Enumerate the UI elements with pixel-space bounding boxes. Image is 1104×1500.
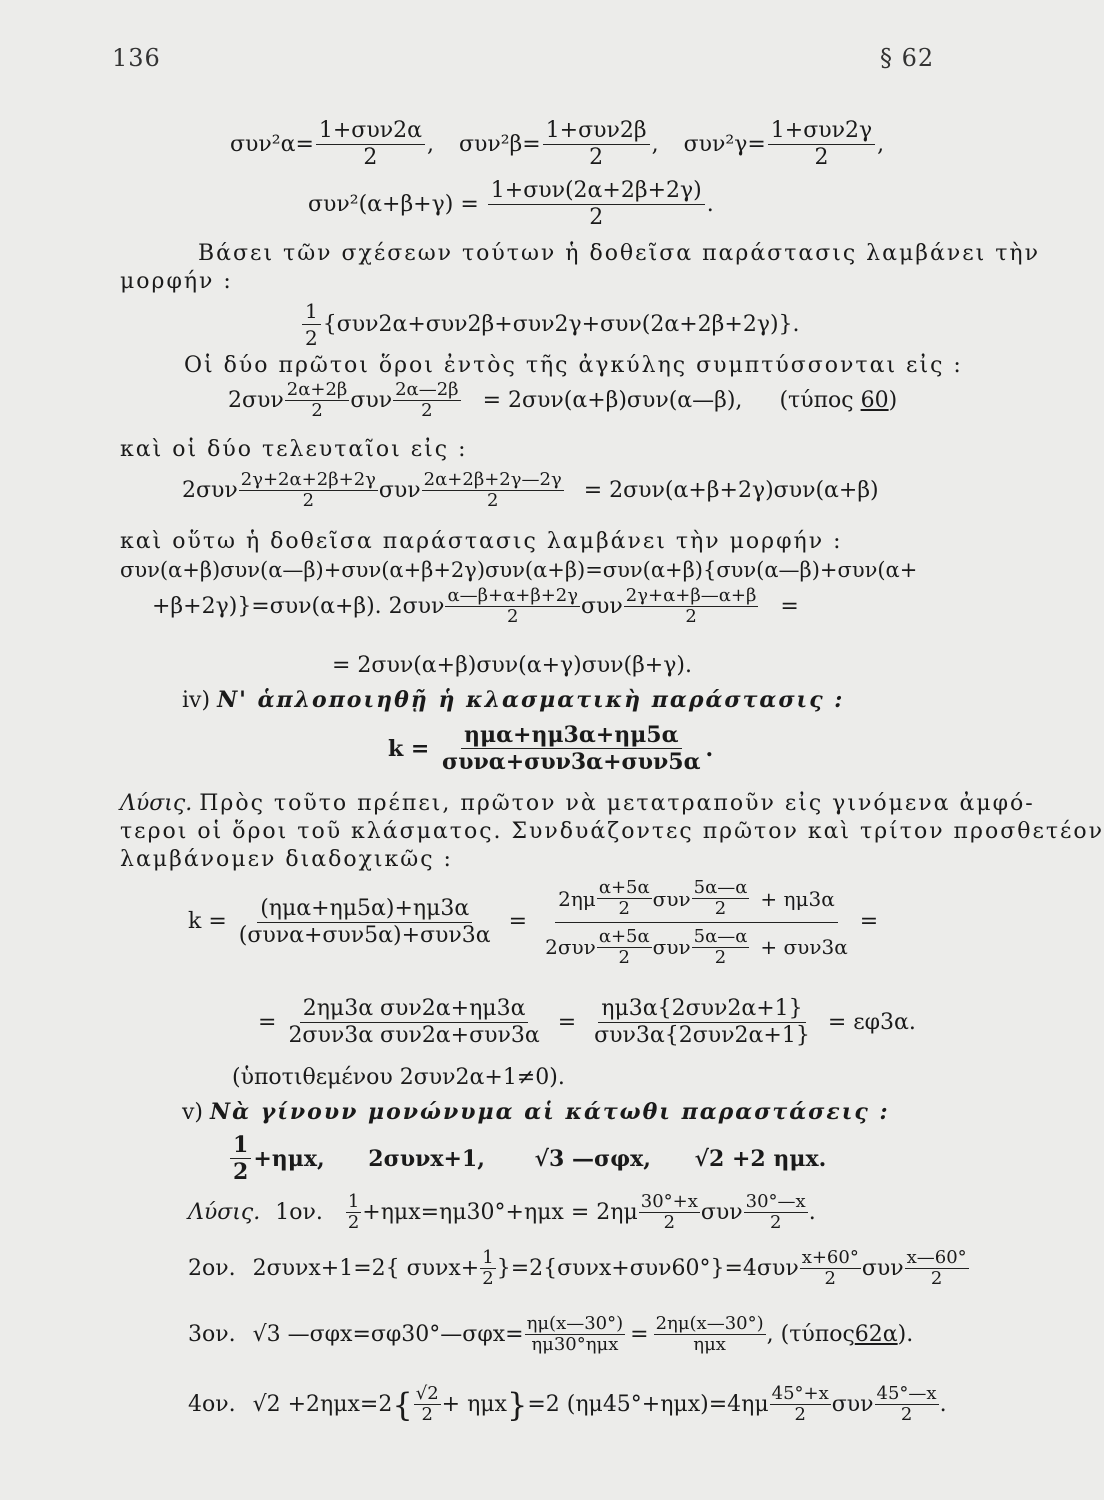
fraction-denominator: ημx — [693, 1334, 726, 1355]
equation-text: = — [630, 1321, 649, 1347]
fraction-denominator: 2 — [347, 1212, 360, 1233]
equation-text: + ημx — [441, 1391, 507, 1417]
exercise-label: v) — [182, 1100, 204, 1125]
solution-2 — [188, 1248, 970, 1289]
fraction-denominator: 2 — [930, 1268, 943, 1289]
identity-line-2 — [308, 178, 714, 231]
fraction-numerator: x+60° — [801, 1247, 859, 1268]
equation-text: } — [496, 1255, 511, 1281]
equation-text: { — [392, 1385, 413, 1424]
step-label: 3ον. — [188, 1321, 236, 1347]
fraction-numerator: 5α—α — [693, 877, 748, 898]
equation-text: { συνx+ — [385, 1255, 480, 1281]
fraction-denominator: 2 — [311, 400, 323, 421]
expression-text: √2 +2 ημx. — [694, 1145, 827, 1172]
equation-text: . — [939, 1391, 947, 1417]
equation-text: συν — [581, 593, 623, 619]
step-label: 1ον. — [275, 1199, 323, 1225]
paragraph-text: Βάσει τῶν σχέσεων τούτων ἡ δοθεῖσα παράστασις λαμβάνει τὴν — [198, 241, 1040, 266]
fraction-numerator: ημ(x—30°) — [526, 1313, 624, 1334]
equation-text: συν²α= — [230, 131, 314, 157]
bracket-expression — [300, 298, 800, 351]
paragraph-text: μορφήν : — [120, 269, 233, 294]
fraction-numerator: 2γ+α+β—α+β — [625, 585, 757, 606]
fraction-denominator: 2 — [486, 490, 499, 511]
exercise-statement: Νὰ γίνουν μονώνυμα αἱ κάτωθι παραστάσεις : — [210, 1099, 890, 1125]
fraction-numerator: 1+συν(2α+2β+2γ) — [488, 178, 705, 205]
fraction-numerator: 1 — [347, 1191, 360, 1212]
fraction-numerator: 2γ+2α+2β+2γ — [240, 469, 376, 490]
fraction-numerator: 30°—x — [745, 1191, 806, 1212]
fraction-numerator: ημ3α{2συν2α+1} — [598, 996, 805, 1023]
equation-text: συν — [700, 1199, 743, 1225]
fraction-denominator: συν3α{2συν2α+1} — [594, 1023, 810, 1048]
equation-text: √2 +2ημx=2 — [252, 1391, 393, 1417]
fraction-numerator: α—β+α+β+2γ — [447, 585, 579, 606]
fraction-numerator: 2α—2β — [395, 379, 459, 400]
equation-text: . — [705, 735, 714, 762]
fraction-denominator: 2 — [794, 1404, 806, 1425]
equation-text: συν²γ= — [683, 131, 766, 157]
equation-text: . — [808, 1199, 816, 1225]
solution-label: Λύσις. — [188, 1199, 261, 1225]
equation-line: συν(α+β)συν(α—β)+συν(α+β+2γ)συν(α+β)=συν(α+β){συν(α—β)+συν(α+ — [120, 558, 918, 582]
fraction-numerator: 5α—α — [693, 925, 748, 947]
equation-text: =2{συνx+συν60°}=4συν — [510, 1255, 799, 1281]
fraction-numerator: 45°—x — [876, 1383, 937, 1404]
expression-text: +ημx, — [253, 1145, 325, 1172]
fraction-denominator: 2 — [769, 1212, 782, 1233]
fraction-numerator: α+5α — [598, 925, 650, 947]
equation-text: συν — [350, 387, 393, 413]
step-label: 2ον. — [188, 1255, 236, 1281]
equation-text: } — [506, 1385, 528, 1424]
equation-text: συν²β= — [458, 131, 541, 157]
fraction-numerator: 1 — [482, 1247, 494, 1268]
fraction-denominator: 2συν3α συν2α+συν3α — [288, 1023, 540, 1048]
equation-text: συν — [652, 886, 691, 911]
equation-text: +ημx=ημ30°+ημx = 2ημ — [362, 1199, 638, 1225]
fraction-numerator: 2ημ(x—30°) — [655, 1313, 764, 1334]
equation-text: , — [877, 131, 885, 157]
equation-text: = — [557, 1009, 577, 1035]
equation-line — [388, 722, 713, 775]
fraction-numerator: 30°+x — [640, 1191, 698, 1212]
expressions-line — [228, 1132, 826, 1185]
fraction-numerator: 2ημ3α συν2α+ημ3α — [300, 996, 529, 1023]
solution-4 — [188, 1384, 947, 1425]
fraction-denominator: 2 — [507, 606, 519, 627]
paragraph-text: Πρὸς τοῦτο πρέπει, πρῶτον νὰ μετατραποῦν εἰς γινόμενα ἀμφό- — [199, 791, 1035, 816]
section-number: § 62 — [880, 44, 935, 72]
fraction-denominator: 2 — [421, 400, 433, 421]
fraction-numerator: √2 — [415, 1383, 439, 1404]
page-number: 136 — [112, 44, 161, 72]
paragraph-text: καὶ οὕτω ἡ δοθεῖσα παράστασις λαμβάνει τὴν μορφήν : — [120, 529, 843, 554]
identity-line-1 — [230, 118, 884, 171]
equation-text: = — [508, 909, 528, 934]
equation-text: k = — [388, 735, 430, 762]
fraction-numerator: ημα+ημ3α+ημ5α — [461, 722, 682, 749]
formula-reference-text: ) — [888, 387, 898, 413]
equation-line — [258, 996, 916, 1049]
fraction-denominator: 2 — [685, 606, 697, 627]
equation-text: συν — [378, 477, 421, 503]
equation-text: = 2συν(α+β)συν(α—β), — [482, 387, 743, 413]
equation-text: = εφ3α. — [827, 1009, 916, 1035]
equation-text: + ημ3α — [760, 886, 835, 911]
fraction-denominator: 2 — [900, 1404, 913, 1425]
fraction-numerator: α+5α — [598, 877, 650, 898]
fraction-denominator: 2 — [589, 205, 604, 230]
paragraph-text: λαμβάνομεν διαδοχικῶς : — [120, 847, 453, 872]
exercise-statement: Ν' ἁπλοποιηθῇ ἡ κλασματικὴ παράστασις : — [217, 687, 845, 713]
fraction-denominator: 2 — [589, 145, 604, 170]
fraction-denominator: 2 — [302, 490, 315, 511]
paragraph-text: καὶ οἱ δύο τελευταῖοι εἰς : — [120, 437, 468, 462]
expression-text: √3 —σφx, — [534, 1145, 651, 1172]
equation-text: . — [706, 191, 714, 217]
equation-text: συν²(α+β+γ) = — [308, 191, 479, 217]
fraction-denominator: 2 — [618, 898, 630, 919]
formula-reference: 62α — [854, 1321, 898, 1347]
equation-text: √3 —σφx=σφ30°—σφx= — [252, 1321, 524, 1347]
fraction-numerator: 2α+2β — [286, 379, 348, 400]
equation-text: 2συνx+1=2 — [252, 1255, 386, 1281]
fraction-numerator: 2α+2β+2γ—2γ — [423, 469, 562, 490]
fraction-denominator: 2 — [233, 1159, 249, 1185]
equation-line — [182, 470, 879, 511]
paragraph-text: τεροι οἱ ὅροι τοῦ κλάσματος. Συνδυάζοντες πρῶτον καὶ τρίτον προσθετέον — [120, 819, 1104, 844]
equation-text: + συν3α — [760, 935, 848, 959]
fraction-denominator: 2 — [714, 898, 727, 919]
equation-text: 2συν — [182, 477, 238, 503]
equation-text: =2 (ημ45°+ημx)=4ημ — [527, 1391, 769, 1417]
fraction-numerator: 1 — [302, 298, 321, 325]
fraction-denominator: 2 — [482, 1268, 494, 1289]
equation-text: = — [780, 593, 799, 619]
equation-text: , — [651, 131, 659, 157]
fraction-numerator: (ημα+ημ5α)+ημ3α — [257, 896, 472, 923]
fraction-denominator: 2 — [824, 1268, 836, 1289]
expression-text: 2συνx+1, — [368, 1145, 485, 1172]
equation-text: συν — [652, 935, 691, 959]
formula-reference-text: ). — [897, 1321, 914, 1347]
solution-3 — [188, 1314, 913, 1355]
equation-text: 2ημ — [558, 886, 596, 911]
fraction-numerator: 1 — [230, 1132, 251, 1159]
fraction-numerator: 1+συν2β — [543, 118, 650, 145]
solution-1 — [188, 1192, 816, 1233]
equation-text: , — [426, 131, 434, 157]
fraction-denominator: 2 — [618, 946, 630, 968]
formula-reference: 60 — [860, 387, 889, 413]
paragraph-text: Οἱ δύο πρῶτοι ὅροι ἐντὸς τῆς ἀγκύλης συμπτύσσονται εἰς : — [184, 353, 963, 378]
exercise-label: iv) — [182, 688, 211, 713]
fraction-denominator: ημ30°ημx — [531, 1334, 619, 1355]
equation-text: = — [859, 909, 879, 934]
solution-label: Λύσις. — [120, 791, 193, 816]
fraction-denominator: 2 — [363, 145, 378, 170]
equation-line — [152, 586, 799, 627]
equation-text: 2συν — [228, 387, 284, 413]
equation-line — [188, 874, 878, 970]
equation-line: = 2συν(α+β)συν(α+γ)συν(β+γ). — [332, 653, 692, 678]
exercise-v — [182, 1098, 890, 1127]
fraction-numerator: 1+συν2α — [316, 118, 425, 145]
condition-note: (ὑποτιθεμένου 2συν2α+1≠0). — [232, 1065, 565, 1090]
exercise-iv — [182, 686, 844, 715]
solution-paragraph — [120, 790, 1035, 818]
equation-text: k = — [188, 909, 227, 934]
fraction-denominator: 2 — [663, 1212, 676, 1233]
equation-text: = 2συν(α+β+2γ)συν(α+β) — [583, 477, 879, 503]
fraction-denominator: 2 — [421, 1404, 433, 1425]
equation-line — [228, 380, 897, 421]
fraction-numerator: 1+συν2γ — [768, 118, 875, 145]
equation-text: συν — [861, 1255, 904, 1281]
fraction-denominator: συνα+συν3α+συν5α — [442, 749, 701, 775]
step-label: 4ον. — [188, 1391, 236, 1417]
formula-reference-text: (τύπος — [779, 387, 861, 413]
fraction-denominator: 2 — [305, 326, 318, 350]
equation-text: 2συν — [545, 935, 596, 959]
equation-text: = — [258, 1009, 277, 1035]
fraction-denominator: (συνα+συν5α)+συν3α — [238, 922, 491, 948]
equation-text: +β+2γ)}=συν(α+β). 2συν — [152, 593, 445, 619]
fraction-numerator: x—60° — [906, 1247, 967, 1268]
formula-reference-text: , (τύπος — [766, 1321, 855, 1347]
fraction-numerator: 45°+x — [771, 1383, 829, 1404]
equation-text: συν — [831, 1391, 874, 1417]
fraction-denominator: 2 — [814, 145, 829, 170]
equation-text: {συν2α+συν2β+συν2γ+συν(2α+2β+2γ)}. — [322, 311, 800, 337]
fraction-denominator: 2 — [714, 946, 727, 968]
